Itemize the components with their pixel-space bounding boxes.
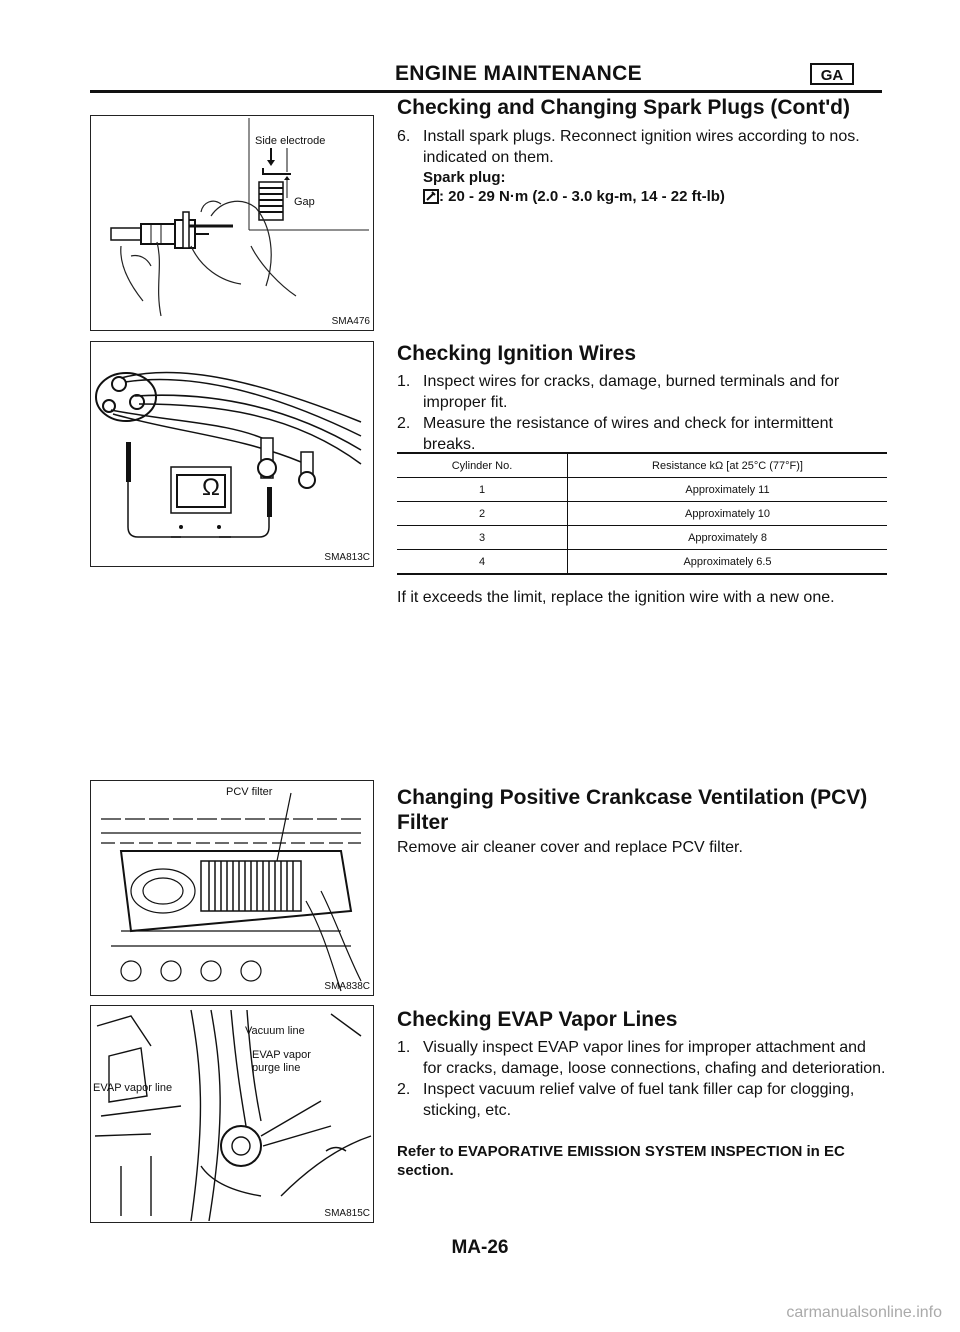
table-header-row [397, 453, 887, 478]
list-item [397, 413, 887, 455]
figure-pcv-filter [90, 780, 374, 996]
limit-note: If it exceeds the limit, replace the ignition wire with a new one. [397, 589, 835, 606]
figure-code: SMA813C [324, 552, 370, 563]
list-item [397, 1037, 887, 1079]
step-text: Install spark plugs. Reconnect ignition wires according to nos. indicated on them. [423, 128, 860, 166]
list-number: 2. [397, 415, 411, 432]
table-header: Resistance kΩ [at 25°C (77°F)] [652, 459, 803, 472]
label-gap: Gap [294, 196, 315, 208]
ohmmeter-illustration [91, 342, 372, 565]
header-rule [90, 90, 882, 93]
table-cell: Approximately 8 [688, 531, 767, 544]
pcv-text: Remove air cleaner cover and replace PCV filter. [397, 839, 743, 856]
table-row [397, 478, 887, 502]
ga-badge: GA [810, 63, 854, 85]
list-text: Visually inspect EVAP vapor lines for improper attachment and for cracks, damage, loose connections, chafing and deterioration. [423, 1039, 886, 1077]
table-cell: 1 [397, 478, 568, 502]
table-cell: 3 [397, 526, 568, 550]
evap-refer-note: Refer to EVAPORATIVE EMISSION SYSTEM INSPECTION in EC section. [397, 1143, 845, 1179]
figure-spark-plug-gap [90, 115, 374, 331]
table-row [397, 502, 887, 526]
ignition-wires-title: Checking Ignition Wires [397, 342, 636, 365]
evap-list [397, 1037, 887, 1121]
evap-title: Checking EVAP Vapor Lines [397, 1008, 678, 1031]
resistance-table-wrap [397, 452, 887, 575]
table-cell: 2 [397, 502, 568, 526]
pcv-title-line1: Changing Positive Crankcase Ventilation (PCV) [397, 786, 868, 809]
list-text: Inspect vacuum relief valve of fuel tank filler cap for clogging, sticking, etc. [423, 1081, 855, 1119]
table-cell: Approximately 10 [685, 507, 770, 520]
figure-code: SMA815C [324, 1208, 370, 1219]
label-evap-purge-line-1: EVAP vapor [252, 1049, 311, 1061]
pcv-title [397, 785, 867, 835]
step-number: 6. [397, 128, 411, 145]
list-number: 1. [397, 1039, 411, 1056]
label-evap-vapor-line: EVAP vapor line [93, 1082, 173, 1094]
torque-wrench-icon [423, 189, 439, 204]
section-header-title: ENGINE MAINTENANCE [395, 62, 642, 85]
list-number: 2. [397, 1081, 411, 1098]
figure-code: SMA838C [324, 981, 370, 992]
spark-plugs-step [397, 126, 887, 168]
pcv-title-line2: Filter [397, 811, 449, 834]
torque-spec [423, 187, 725, 206]
list-item [397, 371, 887, 413]
evap-lines-illustration [91, 1006, 372, 1221]
table-row [397, 550, 887, 575]
label-evap-purge-line-2: purge line [252, 1062, 301, 1074]
table-cell: Approximately 11 [685, 483, 770, 496]
list-text: Inspect wires for cracks, damage, burned terminals and for improper fit. [423, 373, 840, 411]
page-number: MA-26 [451, 1237, 509, 1258]
spark-plug-spec-label: Spark plug: [423, 169, 506, 186]
table-row [397, 526, 887, 550]
figure-evap-lines [90, 1005, 374, 1223]
table-header: Cylinder No. [397, 453, 568, 478]
spark-plug-gap-illustration [91, 116, 372, 329]
list-item [397, 1079, 887, 1121]
watermark: carmanualsonline.info [786, 1304, 942, 1321]
list-number: 1. [397, 373, 411, 390]
pcv-filter-illustration [91, 781, 372, 994]
label-pcv-filter: PCV filter [226, 786, 273, 798]
figure-code: SMA476 [331, 316, 370, 327]
table-cell: Approximately 6.5 [683, 555, 772, 568]
figure-ignition-wire-ohmmeter [90, 341, 374, 567]
label-vacuum-line: Vacuum line [245, 1025, 305, 1037]
resistance-table [397, 452, 887, 575]
list-text: Measure the resistance of wires and check for intermittent breaks. [423, 415, 833, 453]
torque-value: : 20 - 29 N·m (2.0 - 3.0 kg-m, 14 - 22 ft-lb) [439, 188, 725, 205]
label-side-electrode: Side electrode [255, 135, 326, 147]
ohm-icon: Ω [202, 474, 220, 501]
spark-plugs-title: Checking and Changing Spark Plugs (Cont'd) [397, 96, 851, 119]
ignition-wires-list [397, 371, 887, 455]
table-cell: 4 [397, 550, 568, 575]
